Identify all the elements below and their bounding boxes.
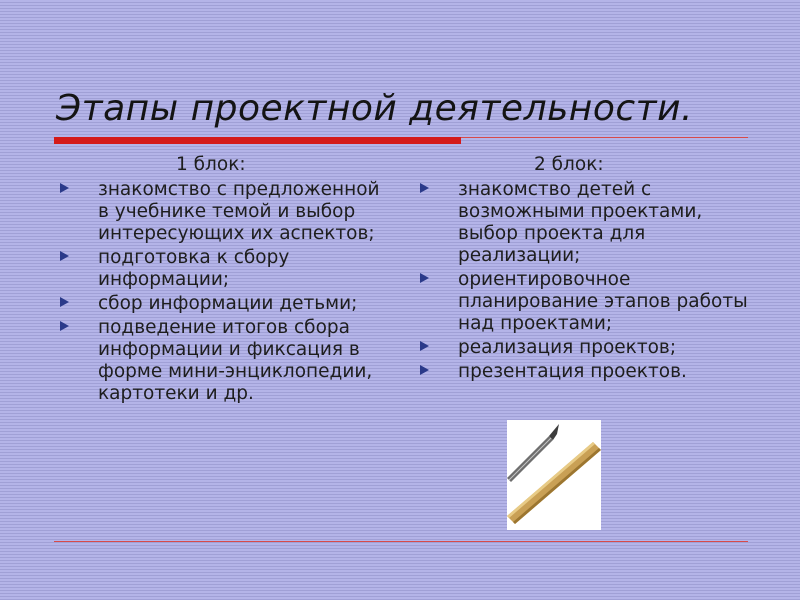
bullet-arrow-icon	[60, 321, 69, 331]
list-item-text: презентация проектов.	[458, 361, 687, 382]
list-item-text: подготовка к сбору информации;	[98, 247, 290, 290]
block-2-heading: 2 блок:	[534, 154, 604, 175]
block-2-column	[418, 153, 758, 383]
block-2-list	[418, 179, 758, 383]
list-item	[58, 293, 388, 315]
bullet-arrow-icon	[420, 183, 429, 193]
slide-title: Этапы проектной деятельности.	[56, 88, 693, 129]
title-underline-accent	[54, 137, 461, 144]
block-1-heading: 1 блок:	[176, 154, 246, 175]
list-item-text: реализация проектов;	[458, 337, 677, 358]
bottom-divider	[54, 541, 748, 542]
bullet-arrow-icon	[60, 183, 69, 193]
bullet-arrow-icon	[420, 273, 429, 283]
list-item	[418, 337, 758, 359]
list-item-text: ориентировочное планирование этапов работы над проектами;	[458, 269, 748, 334]
list-item	[58, 317, 388, 405]
block-1-list	[58, 179, 388, 405]
list-item	[418, 269, 758, 335]
list-item-text: подведение итогов сбора информации и фиксация в форме мини-энциклопедии, картотеки и др.	[98, 317, 373, 404]
bullet-arrow-icon	[420, 341, 429, 351]
list-item-text: знакомство с предложенной в учебнике темой и выбор интересующих их аспектов;	[98, 179, 380, 244]
list-item	[418, 361, 758, 383]
pen-icon	[507, 420, 601, 530]
list-item-text: сбор информации детьми;	[98, 293, 358, 314]
list-item-text: знакомство детей с возможными проектами, выбор проекта для реализации;	[458, 179, 703, 266]
bullet-arrow-icon	[60, 297, 69, 307]
pen-illustration	[507, 420, 601, 530]
list-item	[58, 179, 388, 245]
list-item	[58, 247, 388, 291]
bullet-arrow-icon	[60, 251, 69, 261]
block-1-column	[58, 153, 388, 405]
list-item	[418, 179, 758, 267]
bullet-arrow-icon	[420, 365, 429, 375]
